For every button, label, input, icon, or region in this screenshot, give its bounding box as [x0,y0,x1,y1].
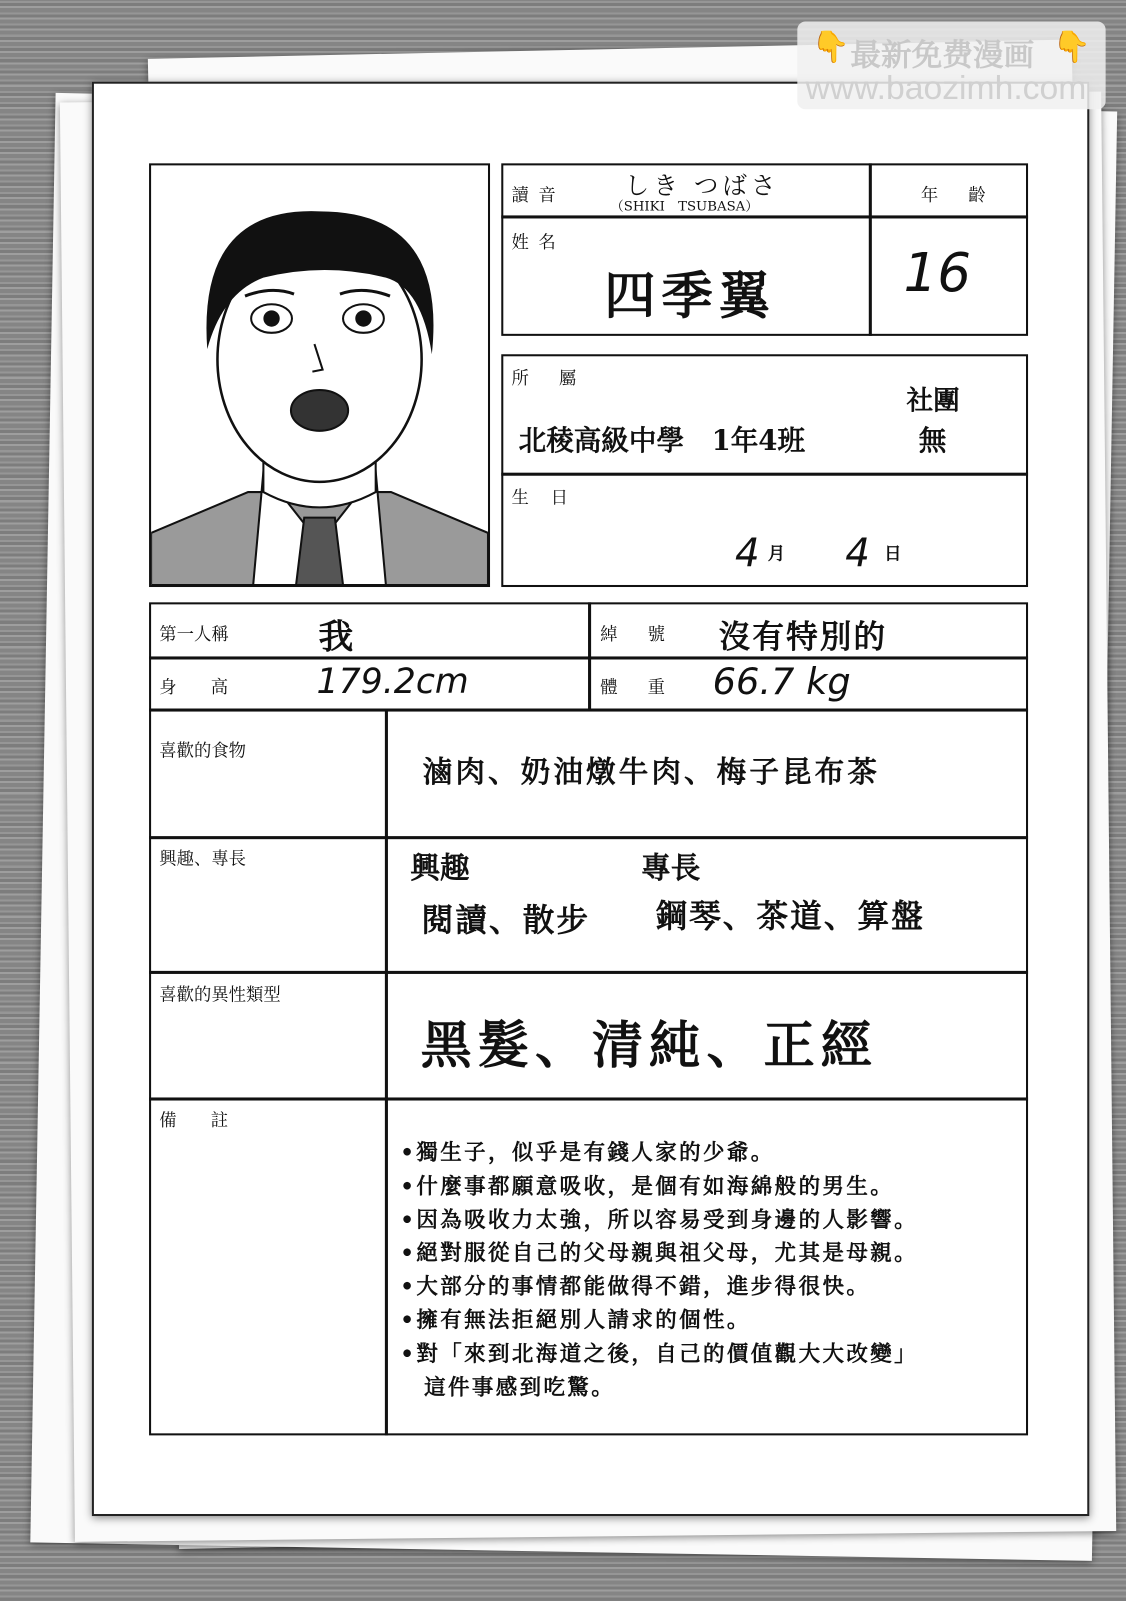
pronoun-value: 我 [318,616,354,658]
ideal-type-label: 喜歡的異性類型 [159,985,281,1006]
watermark-text: 最新免费漫画 [850,37,1035,74]
birthday-label: 生 日 [511,487,577,509]
hobby-heading: 興趣 [410,850,470,886]
ideal-type-value: 黑髮、清純、正經 [420,1014,878,1076]
day-unit: 日 [884,544,904,565]
birth-month: 4 [735,530,760,576]
age-label: 年 齡 [920,185,998,207]
pronoun-label: 第一人稱 [159,624,229,646]
reading-romaji: （SHIKI TSUBASA） [610,199,759,215]
age-value: 16 [903,242,972,305]
name-label: 姓 名 [511,232,558,254]
character-name: 四季翼 [604,265,776,326]
weight-value: 66.7 kg [712,661,851,704]
skills-value: 鋼琴、茶道、算盤 [655,898,925,936]
birth-day: 4 [845,530,870,576]
reading-label: 讀 音 [511,185,558,207]
character-portrait [149,163,490,587]
note-item: •什麼事都願意吸收，是個有如海綿般的男生。 [400,1172,895,1199]
note-item: •獨生子，似乎是有錢人家的少爺。 [400,1139,775,1165]
watermark [797,21,1105,109]
affiliation-value: 北稜高級中學 1年4班 [518,425,806,458]
pointing-down-hand-icon: 👇 [1052,30,1091,65]
food-value: 滷肉、奶油燉牛肉、梅子昆布茶 [422,754,881,790]
club-value: 無 [918,425,947,458]
hobby-label: 興趣、專長 [159,849,247,870]
note-item: •因為吸收力太強，所以容易受到身邊的人影響。 [400,1206,919,1232]
skill-heading: 專長 [641,850,701,886]
nickname-label: 綽 號 [600,624,678,646]
portrait-drawing [151,165,488,585]
hobbies-value: 閱讀、散步 [421,902,591,940]
note-item: 這件事感到吃驚。 [400,1373,616,1400]
note-item: •大部分的事情都能做得不錯，進步得很快。 [400,1273,871,1299]
weight-label: 體 重 [600,677,678,699]
nickname-value: 沒有特別的 [718,618,888,656]
notes-label: 備 註 [159,1110,243,1132]
club-label: 社團 [906,385,960,417]
note-item: •絕對服從自己的父母親與祖父母，尤其是母親。 [400,1239,919,1266]
watermark-url: www.baozimh.com [805,68,1087,107]
month-unit: 月 [767,544,788,565]
note-item: •擁有無法拒絕別人請求的個性。 [400,1306,751,1333]
food-label: 喜歡的食物 [159,741,247,762]
reading-kana: しき つばさ [624,171,780,201]
note-item: •對「來到北海道之後，自己的價值觀大大改變」 [400,1340,919,1366]
height-label: 身 高 [159,677,243,699]
notes-list [400,1136,918,1404]
affiliation-label: 所 屬 [511,368,589,389]
pointing-down-hand-icon: 👇 [811,30,850,65]
height-value: 179.2cm [316,661,469,703]
